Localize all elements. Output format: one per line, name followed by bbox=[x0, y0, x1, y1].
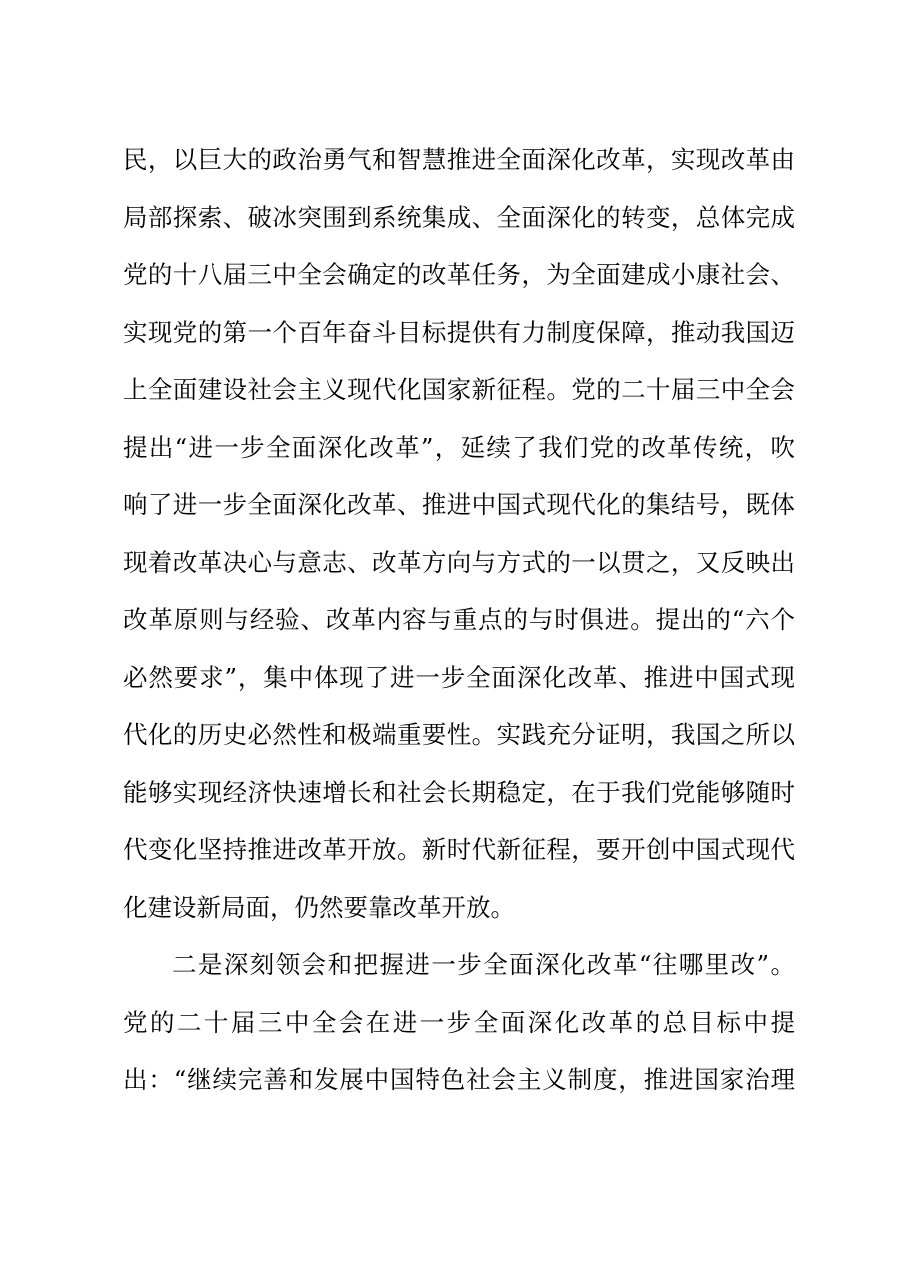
text-line: 实现党的第一个百年奋斗目标提供有力制度保障，推动我国迈 bbox=[123, 318, 795, 347]
text-line: 改革原则与经验、改革内容与重点的与时俱进。提出的“六个 bbox=[123, 605, 795, 634]
text-line: 党的十八届三中全会确定的改革任务，为全面建成小康社会、 bbox=[123, 260, 795, 289]
text-line: 必然要求”，集中体现了进一步全面深化改革、推进中国式现 bbox=[123, 663, 795, 692]
text-line: 代化的历史必然性和极端重要性。实践充分证明，我国之所以 bbox=[123, 720, 795, 749]
text-line: 化建设新局面，仍然要靠改革开放。 bbox=[123, 893, 515, 922]
text-line: 上全面建设社会主义现代化国家新征程。党的二十届三中全会 bbox=[123, 375, 795, 404]
text-line: 提出“进一步全面深化改革”，延续了我们党的改革传统，吹 bbox=[123, 433, 795, 462]
text-line: 党的二十届三中全会在进一步全面深化改革的总目标中提 bbox=[123, 1008, 795, 1037]
text-line: 民，以巨大的政治勇气和智慧推进全面深化改革，实现改革由 bbox=[123, 145, 795, 174]
paragraph-first-line: 二是深刻领会和把握进一步全面深化改革“往哪里改”。 bbox=[172, 950, 795, 979]
text-line: 代变化坚持推进改革开放。新时代新征程，要开创中国式现代 bbox=[123, 835, 795, 864]
text-line: 局部探索、破冰突围到系统集成、全面深化的转变，总体完成 bbox=[123, 203, 795, 232]
text-line: 响了进一步全面深化改革、推进中国式现代化的集结号，既体 bbox=[123, 490, 795, 519]
text-line: 现着改革决心与意志、改革方向与方式的一以贯之，又反映出 bbox=[123, 548, 795, 577]
text-line: 出：“继续完善和发展中国特色社会主义制度，推进国家治理 bbox=[123, 1065, 795, 1094]
text-line: 能够实现经济快速增长和社会长期稳定，在于我们党能够随时 bbox=[123, 778, 795, 807]
